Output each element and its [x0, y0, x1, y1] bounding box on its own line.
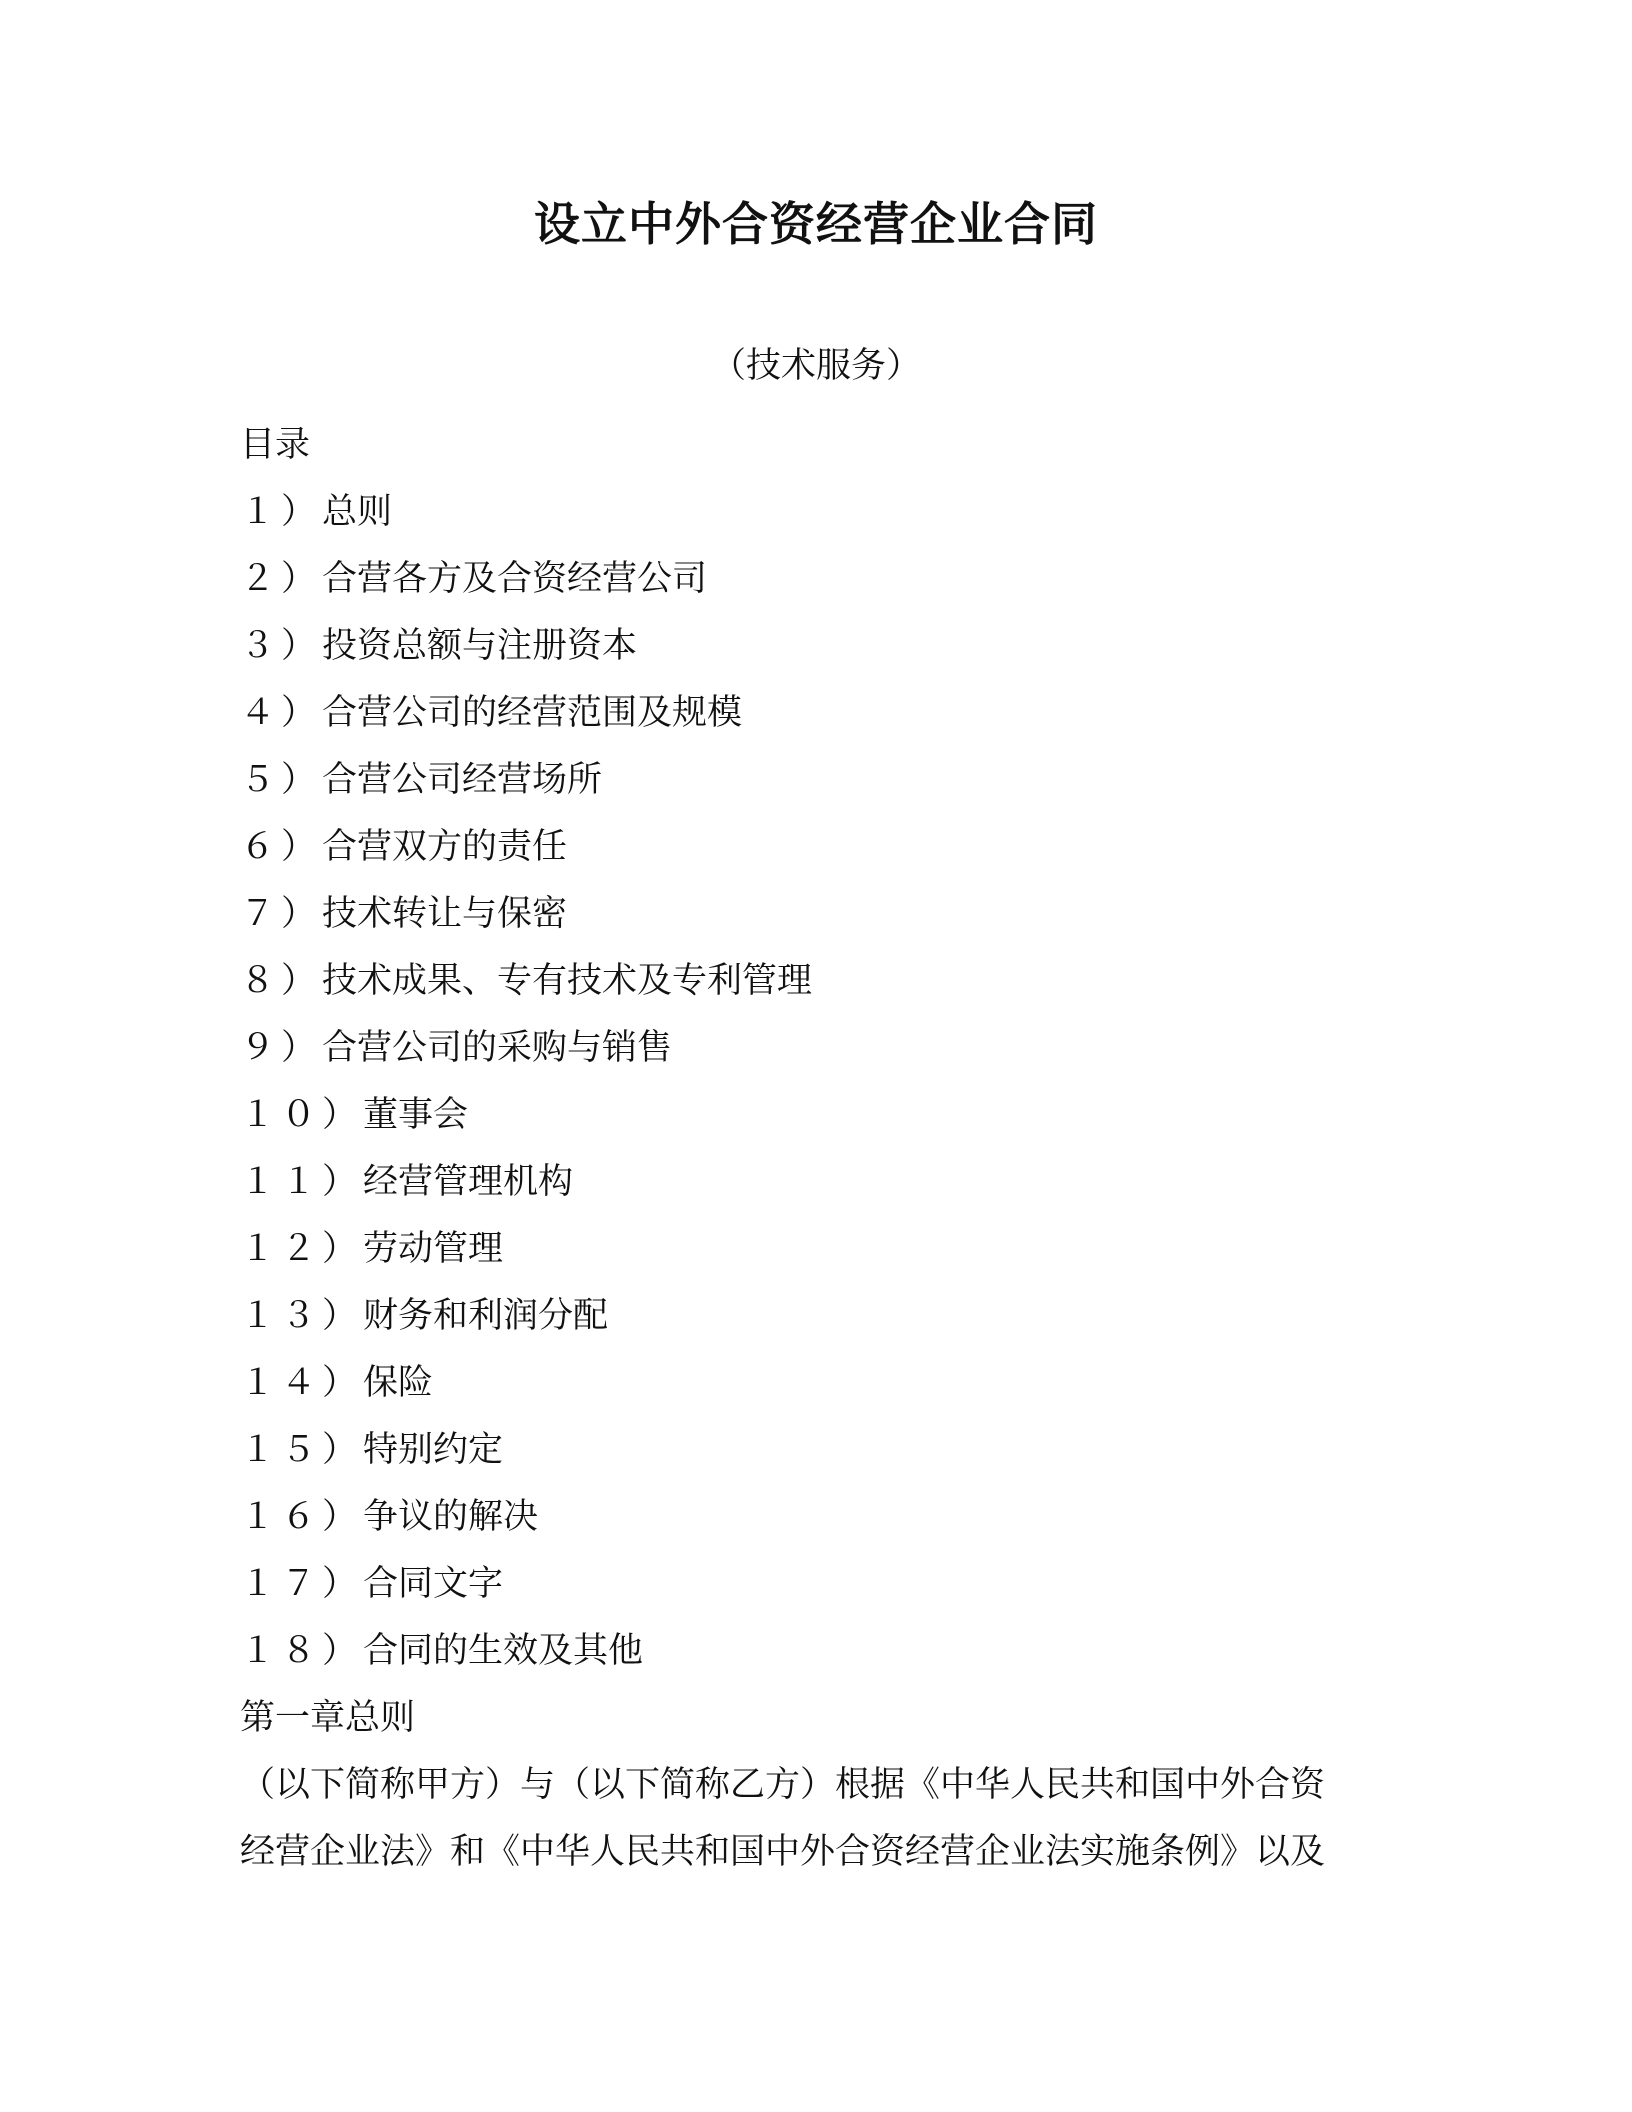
toc-item-text: 劳动管理 [363, 1229, 504, 1269]
toc-heading: 目录 [240, 425, 311, 465]
toc-item-text: 经营管理机构 [363, 1162, 574, 1202]
toc-item-text: 合同文字 [363, 1564, 504, 1604]
toc-item [240, 747, 1390, 814]
toc-item-text: 合营公司经营场所 [322, 760, 603, 800]
toc-item-text: 合营各方及合资经营公司 [322, 559, 708, 599]
toc-item-text: 董事会 [363, 1095, 469, 1135]
toc-item-text: 总则 [322, 492, 393, 532]
toc-item-text: 合营双方的责任 [322, 827, 568, 867]
toc-item-text: 技术转让与保密 [322, 894, 568, 934]
toc-item-number: １１） [240, 1162, 364, 1202]
toc-item-number: １７） [240, 1564, 364, 1604]
toc-item-number: ４） [240, 693, 323, 733]
toc-item-number: １５） [240, 1430, 364, 1470]
toc-item-number: ３） [240, 626, 323, 666]
toc-item-number: １） [240, 492, 323, 532]
toc-item [240, 613, 1390, 680]
toc-item-number: １２） [240, 1229, 364, 1269]
toc-item-number: ６） [240, 827, 323, 867]
table-of-contents [240, 479, 1390, 1685]
toc-item-text: 合营公司的采购与销售 [322, 1028, 673, 1068]
toc-item [240, 948, 1390, 1015]
toc-item-text: 投资总额与注册资本 [322, 626, 638, 666]
toc-item [240, 546, 1390, 613]
document-title: 设立中外合资经营企业合同 [534, 197, 1098, 251]
toc-item [240, 1551, 1390, 1618]
paragraph-line: 经营企业法》和《中华人民共和国中外合资经营企业法实施条例》以及 [240, 1832, 1326, 1872]
toc-item-number: １０） [240, 1095, 364, 1135]
toc-item-number: １４） [240, 1363, 364, 1403]
toc-item-text: 合营公司的经营范围及规模 [322, 693, 743, 733]
toc-item-text: 保险 [363, 1363, 434, 1403]
toc-item-number: ９） [240, 1028, 323, 1068]
paragraph-line: （以下简称甲方）与（以下简称乙方）根据《中华人民共和国中外合资 [240, 1765, 1326, 1805]
toc-item [240, 1015, 1390, 1082]
toc-item [240, 814, 1390, 881]
toc-item-text: 合同的生效及其他 [363, 1631, 644, 1671]
toc-item-number: １３） [240, 1296, 364, 1336]
toc-item [240, 1484, 1390, 1551]
toc-item [240, 680, 1390, 747]
toc-item-number: １６） [240, 1497, 364, 1537]
document-subtitle: （技术服务） [710, 346, 921, 386]
toc-item-text: 技术成果、专有技术及专利管理 [322, 961, 813, 1001]
document-body [240, 412, 1390, 1886]
toc-item [240, 1216, 1390, 1283]
toc-item-number: ５） [240, 760, 323, 800]
toc-item [240, 1082, 1390, 1149]
toc-item-number: ２） [240, 559, 323, 599]
body-paragraph [240, 1752, 1390, 1886]
toc-item [240, 881, 1390, 948]
toc-item [240, 1149, 1390, 1216]
toc-item-number: １８） [240, 1631, 364, 1671]
toc-item-number: ７） [240, 894, 323, 934]
toc-item [240, 479, 1390, 546]
toc-item [240, 1283, 1390, 1350]
chapter-heading: 第一章总则 [240, 1698, 416, 1738]
toc-item [240, 1618, 1390, 1685]
toc-item-text: 财务和利润分配 [363, 1296, 609, 1336]
toc-item-text: 特别约定 [363, 1430, 504, 1470]
toc-item [240, 1417, 1390, 1484]
toc-item-text: 争议的解决 [363, 1497, 539, 1537]
toc-item [240, 1350, 1390, 1417]
toc-item-number: ８） [240, 961, 323, 1001]
